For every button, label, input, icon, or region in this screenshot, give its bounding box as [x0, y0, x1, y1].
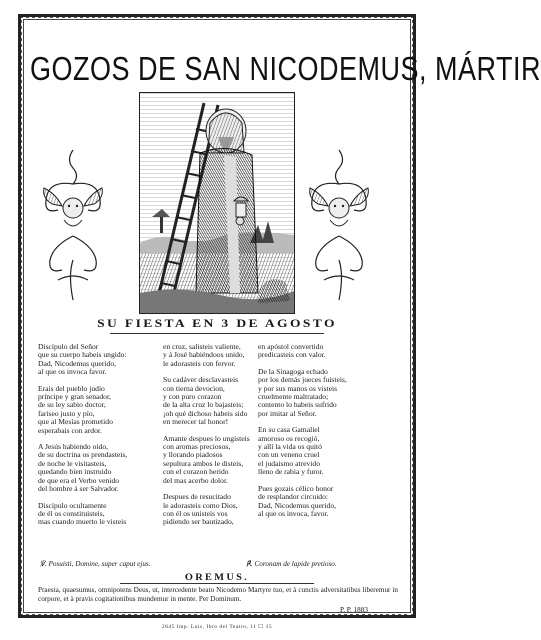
verse-column-1	[38, 343, 156, 535]
verse-line: predicasteis con valor.	[258, 350, 326, 360]
oremus-rule	[120, 583, 314, 584]
verse-line: al que os invoca favor.	[38, 367, 107, 377]
verse-line: mas cuando muerto le visteis	[38, 517, 127, 527]
verse-line: Erais del pueblo judío	[38, 383, 105, 393]
verse-line: que al Mesías prometido	[38, 417, 113, 427]
stanza	[258, 426, 388, 476]
verse-line: ¡oh qué dichoso habeis sido	[163, 408, 248, 418]
verse-line: en merecer tal honor!	[163, 417, 229, 427]
stanza	[38, 343, 156, 377]
verse-line: En su casa Gamaliel	[258, 425, 320, 435]
verse-line: Pues gozais célico honor	[258, 483, 334, 493]
feast-subtitle: SU FIESTA EN 3 DE AGOSTO	[97, 318, 337, 330]
page-title: GOZOS DE SAN NICODEMUS, MÁRTIR	[30, 50, 541, 88]
verse-line: por imitar al Señor.	[258, 408, 317, 418]
saint-engraving-image	[139, 92, 295, 314]
verse-line: en apóstol convertido	[258, 342, 324, 351]
verse-line: de noche le visitasteis,	[38, 458, 107, 468]
oremus-heading: OREMUS.	[184, 572, 250, 582]
versicle: ℣. Posuisti, Domine, super caput ejus.	[40, 560, 151, 568]
verse-line: Despues de resucitado	[163, 492, 231, 502]
stanza	[258, 343, 388, 360]
verse-line: amoroso os recogió,	[258, 433, 320, 443]
verse-line: le adorasteis con fervor.	[163, 358, 236, 368]
verse-line: y llorando piadosos	[163, 450, 223, 460]
verse-line: del mas acerbo dolor.	[163, 475, 228, 485]
verse-line: por los demás jueces fuisteis,	[258, 375, 347, 385]
verse-line: Discípulo del Señor	[38, 342, 99, 351]
verse-line: de que era el Verbo venido	[38, 475, 120, 485]
verse-line: pidiendo ser bautizado,	[163, 517, 234, 527]
verse-line: que su cuerpo habeis ungido:	[38, 350, 127, 360]
verse-line: con el corazon herido	[163, 467, 229, 477]
verse-line: De la Sinagoga echado	[258, 366, 328, 376]
prayer-signature: P. P. 1883	[340, 606, 368, 614]
verse-line: príncipe y gran senador,	[38, 392, 112, 402]
verse-line: cruelmente maltratado;	[258, 392, 329, 402]
verse-line: al que os invoca, favor.	[258, 508, 329, 518]
verse-line: Amante despues lo ungisteis	[163, 433, 250, 443]
verse-line: con aromas preciosos,	[163, 442, 231, 452]
response: ℟. Coronam de lapide pretioso.	[246, 560, 337, 568]
verse-line: en cruz, salisteis valiente,	[163, 342, 241, 351]
stanza	[258, 368, 388, 418]
verse-line: y por sus manos os visteis	[258, 383, 338, 393]
verse-line: de la alta cruz lo bajasteis;	[163, 400, 244, 410]
stanza	[38, 443, 156, 493]
verse-line: Dad, Nicodemus querido,	[258, 500, 337, 510]
verse-line: y allí la vida os quitó	[258, 442, 322, 452]
verse-line: de su ley sabio doctor,	[38, 400, 106, 410]
verse-line: sepultura ambos le disteis,	[163, 458, 244, 468]
verse-line: Dad, Nicodemus querido,	[38, 358, 117, 368]
verse-line: del hombre á ser Salvador.	[38, 484, 119, 494]
verse-line: de su doctrina os prendasteis,	[38, 450, 128, 460]
cherub-ornament-right	[304, 150, 374, 300]
verse-line: y á José habiéndoos unido,	[163, 350, 245, 360]
cherub-ornament-left	[38, 150, 108, 300]
verse-line: lleno de rabia y furor.	[258, 467, 324, 477]
verse-line: Discípulo ocultamente	[38, 500, 107, 510]
stanza	[38, 385, 156, 435]
stanza	[38, 502, 156, 527]
stanza	[258, 485, 388, 519]
prayer-text: Praesta, quaesumus, omnipotens Deus, ut, intercedente beato Nicodemo Martyre tuo, et à cunctis adversitatibus liberemur in corpore, et à pravis cogitationibus mundemur in mente. Per Dominum.	[38, 586, 398, 603]
verse-line: con él os unisteis vos	[163, 508, 228, 518]
verse-line: A Jesús habiendo oído,	[38, 442, 109, 452]
subtitle-rule	[110, 333, 324, 334]
verse-line: el judaismo atrevido	[258, 458, 320, 468]
verse-line: Su cadáver desclavasteis	[163, 375, 239, 385]
verse-column-3	[258, 343, 388, 526]
verse-line: le adorasteis como Dios,	[163, 500, 238, 510]
verse-line: contento lo habeis sufrido	[258, 400, 337, 410]
verse-line: y con puro corazon	[163, 392, 222, 402]
verse-line: de resplandor circuido:	[258, 492, 329, 502]
verse-line: de él os constituisteis,	[38, 508, 105, 518]
printer-imprint: 2845 Imp. Luis, Ibro del Teatro, 11 ☐ 15	[161, 624, 273, 630]
verse-line: quedando bien instruido	[38, 467, 112, 477]
verse-line: con un veneno cruel	[258, 450, 320, 460]
verse-line: con tierna devocion,	[163, 383, 225, 393]
verse-line: fariseo justo y pío,	[38, 408, 95, 418]
verse-line: esperabais con ardor.	[38, 425, 102, 435]
